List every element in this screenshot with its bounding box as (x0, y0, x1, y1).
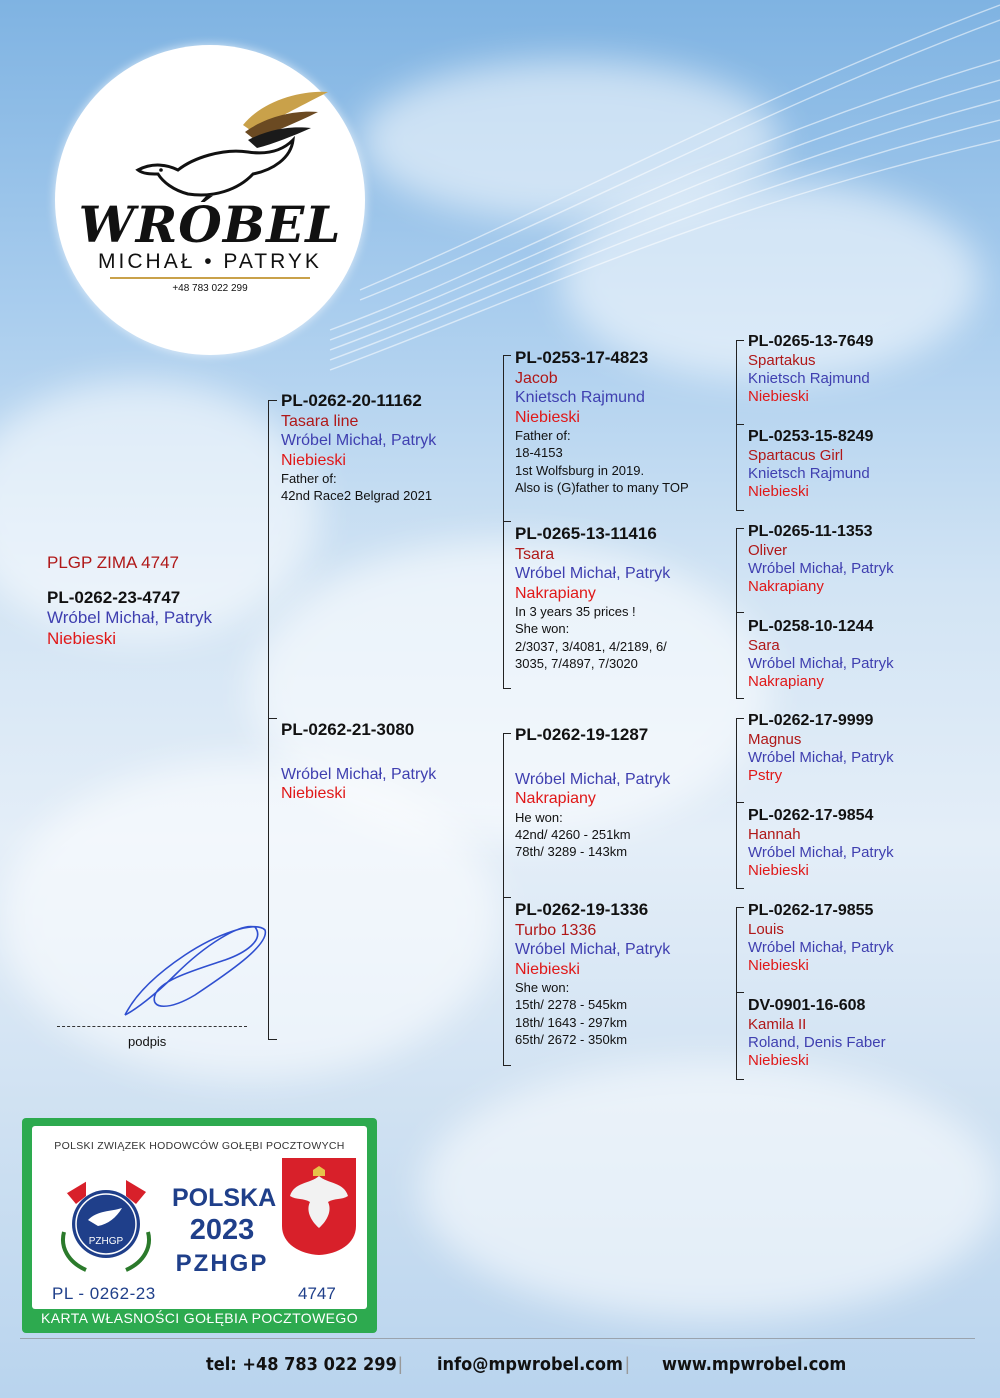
grandparent-ring: PL-0265-13-11416 (515, 524, 657, 543)
dove-icon (133, 70, 333, 200)
great-grandparent-block (748, 806, 894, 880)
subject-ring: PL-0262-23-4747 (47, 587, 181, 607)
great-grandparent-ring: PL-0265-13-7649 (748, 333, 874, 350)
grandparent-owner: Wróbel Michał, Patryk (515, 941, 671, 959)
grandparent-color: Nakrapiany (515, 790, 596, 808)
great-grandparent-owner: Wróbel Michał, Patryk (748, 938, 894, 956)
great-grandparent-ring: DV-0901-16-608 (748, 997, 866, 1014)
grandparent-ring: PL-0253-17-4823 (515, 348, 649, 367)
signature-label: podpis (128, 1034, 167, 1049)
great-grandparent-name: Kamila II (748, 1015, 807, 1033)
great-grandparent-name: Spartakus (748, 351, 816, 369)
connector (503, 1065, 511, 1066)
great-grandparent-owner: Wróbel Michał, Patryk (748, 559, 894, 577)
grandparent-name: Turbo 1336 (515, 921, 597, 939)
connector (736, 528, 737, 698)
signature-line (57, 1026, 247, 1027)
great-grandparent-ring: PL-0258-10-1244 (748, 618, 874, 635)
connector (736, 340, 744, 341)
connector (503, 521, 511, 522)
connector (736, 698, 744, 699)
logo (55, 45, 365, 355)
subject-block (47, 553, 212, 650)
grandparent-ring: PL-0262-19-1336 (515, 900, 649, 919)
great-grandparent-name: Spartacus Girl (748, 446, 844, 464)
great-grandparent-block (748, 996, 886, 1070)
great-grandparent-block (748, 332, 873, 406)
grandparent-owner: Wróbel Michał, Patryk (515, 770, 671, 788)
connector (736, 528, 744, 529)
great-grandparent-ring: PL-0253-15-8249 (748, 428, 874, 445)
grandparent-note: 15th/ 2278 - 545km (515, 997, 628, 1013)
cloud (420, 1060, 1000, 1320)
great-grandparent-owner: Roland, Denis Faber (748, 1033, 886, 1051)
connector (736, 340, 737, 510)
great-grandparent-owner: Knietsch Rajmund (748, 464, 870, 482)
grandparent-color: Nakrapiany (515, 584, 596, 602)
sire-name: Tasara line (281, 412, 359, 430)
subject-color: Niebieski (47, 629, 116, 649)
grandparent-note: 18th/ 1643 - 297km (515, 1014, 628, 1030)
footer-website[interactable]: www.mpwrobel.com (662, 1354, 847, 1375)
footer-separator: | (625, 1354, 630, 1374)
sire-block (281, 391, 436, 505)
grandparent-note: In 3 years 35 prices ! (515, 604, 636, 620)
great-grandparent-block (748, 427, 873, 501)
dam-block (281, 720, 436, 804)
logo-phone: +48 783 022 299 (172, 283, 248, 294)
grandparent-block (515, 900, 670, 1048)
connector (736, 718, 737, 888)
connector (736, 888, 744, 889)
grandparent-owner: Knietsch Rajmund (515, 389, 645, 407)
card-year: 2023 (189, 1214, 255, 1246)
subject-title: PLGP ZIMA 4747 (47, 553, 179, 572)
connector (736, 992, 744, 993)
connector (503, 733, 511, 734)
grandparent-note: She won: (515, 980, 570, 996)
card-number: 4747 (298, 1284, 336, 1303)
card-footer: KARTA WŁASNOŚCI GOŁĘBIA POCZTOWEGO (41, 1310, 358, 1326)
great-grandparent-ring: PL-0265-11-1353 (748, 523, 873, 540)
connector (503, 897, 511, 898)
grandparent-color: Niebieski (515, 960, 580, 978)
great-grandparent-name: Oliver (748, 541, 788, 559)
footer-phone: tel: +48 783 022 299 (206, 1354, 397, 1375)
pzhgp-emblem-icon (46, 1162, 166, 1277)
great-grandparent-color: Pstry (748, 767, 783, 785)
grandparent-note: 65th/ 2672 - 350km (515, 1031, 628, 1047)
great-grandparent-ring: PL-0262-17-9854 (748, 807, 874, 824)
connector (736, 802, 744, 803)
grandparent-note: Father of: (515, 428, 571, 444)
connector (503, 733, 504, 1065)
connector (268, 718, 277, 719)
grandparent-note: She won: (515, 621, 570, 637)
connector (736, 907, 744, 908)
logo-subtitle: MICHAŁ • PATRYK (98, 250, 322, 273)
subject-owner: Wróbel Michał, Patryk (47, 608, 213, 628)
sire-color: Niebieski (281, 451, 346, 469)
card-country: POLSKA (172, 1184, 277, 1212)
sire-owner: Wróbel Michał, Patryk (281, 432, 437, 450)
connector (736, 424, 744, 425)
card-ring: PL - 0262-23 (52, 1284, 156, 1303)
dam-owner: Wróbel Michał, Patryk (281, 765, 437, 783)
grandparent-note: 18-4153 (515, 445, 563, 461)
grandparent-ring: PL-0262-19-1287 (515, 725, 649, 744)
connector (736, 718, 744, 719)
great-grandparent-block (748, 711, 894, 785)
great-grandparent-name: Sara (748, 636, 780, 654)
dam-ring: PL-0262-21-3080 (281, 720, 415, 739)
grandparent-note: 2/3037, 3/4081, 4/2189, 6/ (515, 638, 667, 654)
footer-email[interactable]: info@mpwrobel.com (437, 1354, 623, 1375)
grandparent-name: Jacob (515, 369, 558, 387)
grandparent-color: Niebieski (515, 408, 580, 426)
sire-note: 42nd Race2 Belgrad 2021 (281, 488, 433, 504)
great-grandparent-ring: PL-0262-17-9999 (748, 712, 874, 729)
connector (268, 1039, 277, 1040)
connector (736, 510, 744, 511)
grandparent-note: Also is (G)father to many TOP (515, 479, 689, 495)
grandparent-block (515, 348, 689, 496)
connector (268, 400, 277, 401)
card-header: POLSKI ZWIĄZEK HODOWCÓW GOŁĘBI POCZTOWYCH (54, 1140, 345, 1152)
great-grandparent-color: Nakrapiany (748, 578, 824, 596)
connector (736, 612, 744, 613)
great-grandparent-color: Niebieski (748, 1052, 809, 1070)
great-grandparent-color: Niebieski (748, 862, 809, 880)
grandparent-block (515, 524, 670, 672)
great-grandparent-color: Niebieski (748, 388, 809, 406)
great-grandparent-name: Magnus (748, 730, 802, 748)
great-grandparent-color: Niebieski (748, 483, 809, 501)
connector (736, 907, 737, 1079)
ownership-card (22, 1118, 377, 1333)
logo-title: WRÓBEL (78, 195, 342, 254)
great-grandparent-color: Nakrapiany (748, 673, 824, 691)
great-grandparent-owner: Knietsch Rajmund (748, 369, 870, 387)
grandparent-note: He won: (515, 809, 563, 825)
grandparent-note: 3035, 7/4897, 7/3020 (515, 655, 638, 671)
great-grandparent-color: Niebieski (748, 957, 809, 975)
grandparent-owner: Wróbel Michał, Patryk (515, 565, 671, 583)
connector (503, 688, 511, 689)
grandparent-name: Tsara (515, 545, 555, 563)
footer-separator: | (398, 1354, 403, 1374)
great-grandparent-ring: PL-0262-17-9855 (748, 902, 874, 919)
great-grandparent-owner: Wróbel Michał, Patryk (748, 843, 894, 861)
great-grandparent-owner: Wróbel Michał, Patryk (748, 654, 894, 672)
dam-color: Niebieski (281, 785, 346, 803)
grandparent-note: 1st Wolfsburg in 2019. (515, 462, 645, 478)
grandparent-note: 42nd/ 4260 - 251km (515, 826, 631, 842)
connector (736, 1079, 744, 1080)
great-grandparent-name: Louis (748, 920, 784, 938)
grandparent-block (515, 725, 670, 860)
sire-ring: PL-0262-20-11162 (281, 391, 422, 410)
emblem-text: PZHGP (88, 1236, 124, 1247)
great-grandparent-name: Hannah (748, 825, 801, 843)
logo-divider (110, 277, 310, 279)
great-grandparent-block (748, 522, 894, 596)
sire-note: Father of: (281, 471, 337, 487)
great-grandparent-block (748, 617, 894, 691)
polish-eagle-icon (280, 1156, 358, 1256)
card-org: PZHGP (175, 1250, 269, 1277)
great-grandparent-owner: Wróbel Michał, Patryk (748, 748, 894, 766)
grandparent-note: 78th/ 3289 - 143km (515, 844, 628, 860)
connector (503, 355, 511, 356)
great-grandparent-block (748, 901, 894, 975)
signature-scribble (115, 915, 275, 1025)
footer-divider (20, 1338, 975, 1339)
